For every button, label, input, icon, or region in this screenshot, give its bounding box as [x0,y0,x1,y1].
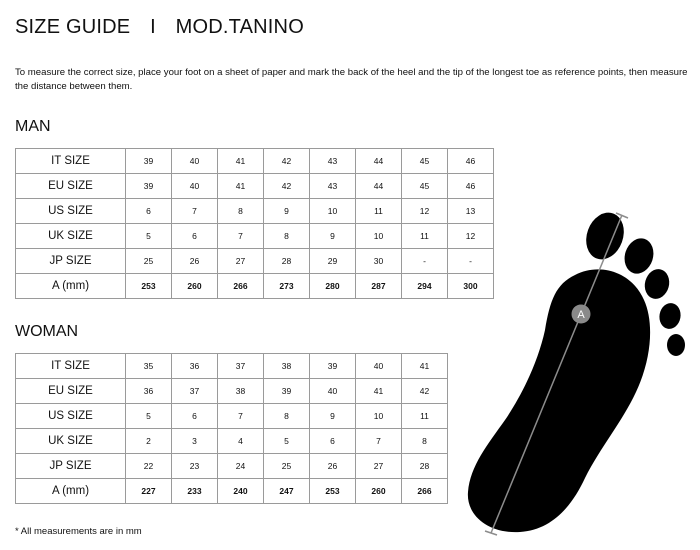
fourth-toe-icon [657,301,682,330]
size-cell: 300 [448,274,494,299]
size-cell: 5 [126,404,172,429]
size-cell: 39 [264,379,310,404]
size-cell: 233 [172,479,218,504]
row-label: UK SIZE [16,224,126,249]
size-cell: 36 [172,354,218,379]
size-cell: 4 [218,429,264,454]
size-cell: 40 [356,354,402,379]
row-label: A (mm) [16,274,126,299]
size-cell: 8 [264,224,310,249]
size-cell: 11 [356,199,402,224]
size-cell: 2 [126,429,172,454]
size-cell: 9 [310,224,356,249]
size-cell: 26 [172,249,218,274]
size-cell: 6 [172,404,218,429]
size-cell: 25 [264,454,310,479]
size-cell: 280 [310,274,356,299]
size-cell: 40 [310,379,356,404]
size-cell: 253 [126,274,172,299]
row-label: IT SIZE [16,149,126,174]
size-cell: 247 [264,479,310,504]
row-label: JP SIZE [16,249,126,274]
size-cell: 9 [310,404,356,429]
size-cell: 39 [126,149,172,174]
size-cell: 35 [126,354,172,379]
size-cell: 39 [310,354,356,379]
size-cell: 39 [126,174,172,199]
size-cell: 23 [172,454,218,479]
man-section-title: MAN [15,118,51,135]
row-label: UK SIZE [16,429,126,454]
size-cell: 6 [126,199,172,224]
size-cell: 25 [126,249,172,274]
size-cell: 37 [172,379,218,404]
size-cell: 5 [264,429,310,454]
size-cell: 41 [402,354,448,379]
measurement-marker-label: A [577,309,585,321]
size-cell: 12 [402,199,448,224]
size-cell: 30 [356,249,402,274]
size-cell: 40 [172,174,218,199]
size-cell: 8 [218,199,264,224]
size-cell: 43 [310,174,356,199]
size-cell: 10 [310,199,356,224]
size-cell: 42 [264,174,310,199]
size-cell: 287 [356,274,402,299]
size-cell: 253 [310,479,356,504]
row-label: EU SIZE [16,174,126,199]
size-cell: 11 [402,404,448,429]
size-cell: 41 [356,379,402,404]
third-toe-icon [642,266,673,301]
size-cell: 42 [264,149,310,174]
size-cell: 7 [218,224,264,249]
size-cell: 7 [356,429,402,454]
size-cell: 44 [356,174,402,199]
title-text: SIZE GUIDE [15,16,131,38]
size-cell: 227 [126,479,172,504]
size-cell: 12 [448,224,494,249]
size-cell: - [448,249,494,274]
model-name: MOD.TANINO [175,16,304,38]
size-cell: 273 [264,274,310,299]
size-cell: 26 [310,454,356,479]
size-cell: 6 [310,429,356,454]
row-label: US SIZE [16,404,126,429]
size-cell: 9 [264,199,310,224]
size-cell: 27 [356,454,402,479]
row-label: JP SIZE [16,454,126,479]
size-cell: 5 [126,224,172,249]
title-separator: I [150,16,156,38]
row-label: US SIZE [16,199,126,224]
woman-section-title: WOMAN [15,323,79,340]
size-cell: 7 [172,199,218,224]
size-cell: 11 [402,224,448,249]
size-cell: 10 [356,224,402,249]
foot-sole-icon [468,269,650,532]
size-cell: 46 [448,149,494,174]
size-cell: 42 [402,379,448,404]
size-cell: 6 [172,224,218,249]
size-cell: 40 [172,149,218,174]
row-label: IT SIZE [16,354,126,379]
size-cell: 8 [402,429,448,454]
size-cell: 46 [448,174,494,199]
size-cell: 44 [356,149,402,174]
row-label: EU SIZE [16,379,126,404]
size-cell: 13 [448,199,494,224]
size-cell: 45 [402,149,448,174]
size-cell: 29 [310,249,356,274]
size-cell: 22 [126,454,172,479]
size-cell: 43 [310,149,356,174]
size-cell: 37 [218,354,264,379]
size-cell: 7 [218,404,264,429]
size-cell: 38 [218,379,264,404]
size-cell: 45 [402,174,448,199]
footnote: * All measurements are in mm [15,526,142,537]
size-cell: 27 [218,249,264,274]
size-cell: 294 [402,274,448,299]
row-label: A (mm) [16,479,126,504]
size-cell: 10 [356,404,402,429]
size-cell: 24 [218,454,264,479]
little-toe-icon [667,334,685,356]
size-cell: 266 [402,479,448,504]
size-cell: 41 [218,149,264,174]
size-cell: 260 [172,274,218,299]
size-cell: 266 [218,274,264,299]
measure-instructions: To measure the correct size, place your foot on a sheet of paper and mark the back of the heel and the tip of the longest toe as reference points, then measure the distance between them. [15,67,688,92]
size-cell: 8 [264,404,310,429]
size-cell: 28 [264,249,310,274]
size-cell: 28 [402,454,448,479]
size-cell: 36 [126,379,172,404]
size-cell: 260 [356,479,402,504]
size-cell: 41 [218,174,264,199]
size-cell: 3 [172,429,218,454]
second-toe-icon [620,235,658,278]
size-cell: 240 [218,479,264,504]
size-cell: - [402,249,448,274]
size-cell: 38 [264,354,310,379]
